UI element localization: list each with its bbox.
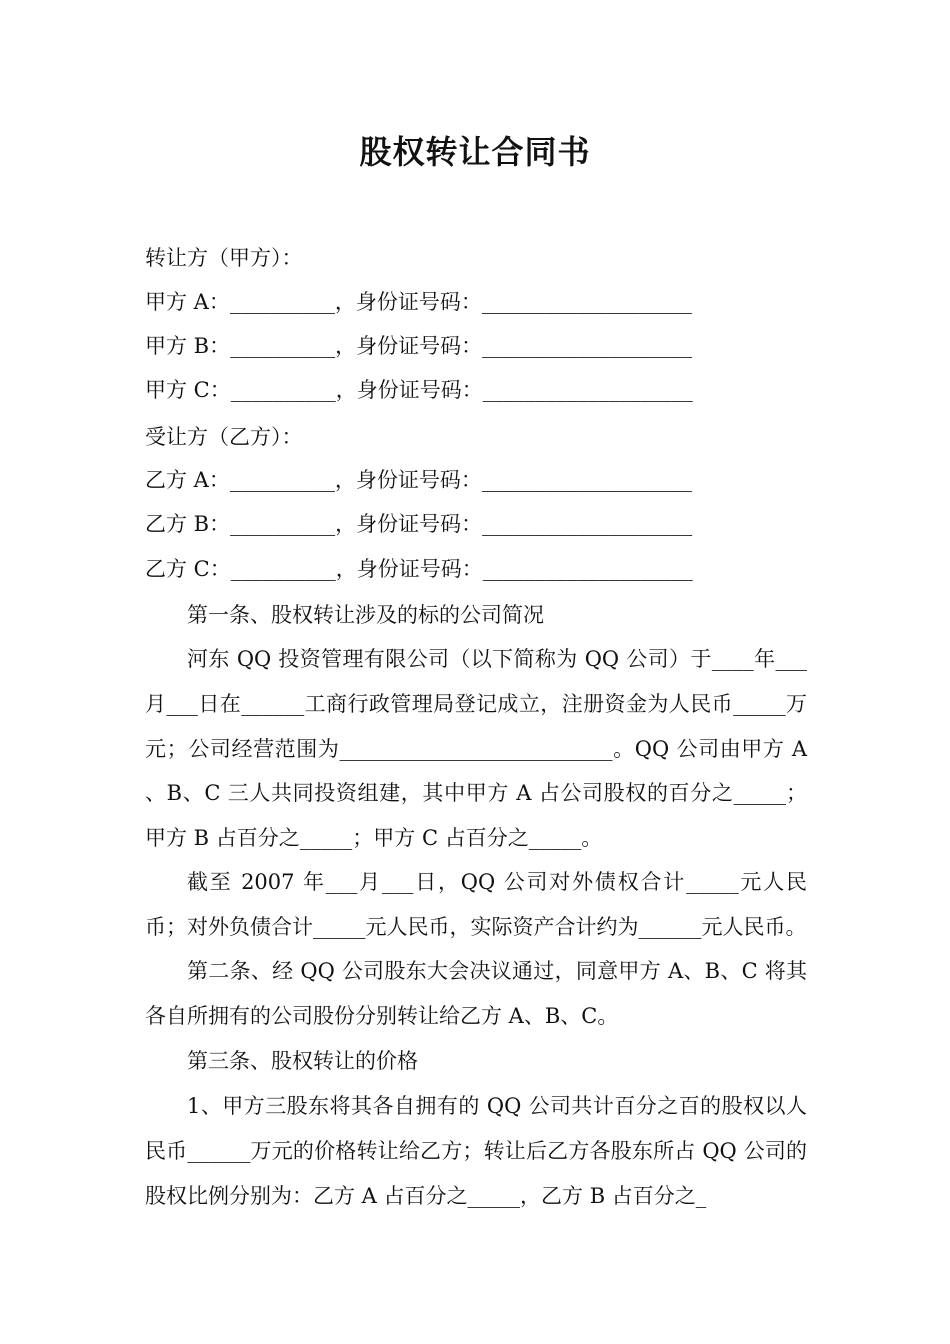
party-b-line-1: 乙方 A：__________，身份证号码：____________________ — [145, 468, 692, 492]
party-a-line-2: 甲方 B：__________，身份证号码：____________________ — [145, 334, 693, 358]
party-a-line-3: 甲方 C：__________，身份证号码：____________________ — [145, 378, 693, 402]
article-1-status: 截至 2007 年___月___日，QQ 公司对外债权合计_____元人民币；对外负债合计_____元人民币，实际资产合计约为______元人民币。 — [145, 870, 807, 939]
party-a-line-1: 甲方 A：__________，身份证号码：____________________ — [145, 290, 692, 314]
transferee-heading: 受让方（乙方）： — [145, 425, 303, 449]
document-title: 股权转让合同书 — [359, 133, 591, 171]
article-3-item-1: 1、甲方三股东将其各自拥有的 QQ 公司共计百分之百的股权以人民币______万元的价格转让给乙方；转让后乙方各股东所占 QQ 公司的股权比例分别为：乙方 A 占百分之_____，乙方 B 占百分之_ — [145, 1094, 807, 1208]
party-b-line-2: 乙方 B：__________，身份证号码：____________________ — [145, 512, 693, 536]
article-1-body: 河东 QQ 投资管理有限公司（以下简称为 QQ 公司）于____年___月___日在______工商行政管理局登记成立，注册资金为人民币_____万元；公司经营范围为__________________________。QQ 公司由甲方 A 、B、C 三人共同投资组建，其中甲方 A 占公司股权的百分之_____；甲方 B 占百分之_____；甲方 C 占百分之_____。 — [145, 647, 807, 851]
party-b-line-3: 乙方 C：__________，身份证号码：____________________ — [145, 557, 693, 581]
transferor-heading: 转让方（甲方）： — [145, 246, 303, 270]
article-1-heading: 第一条、股权转让涉及的标的公司简况 — [187, 603, 544, 627]
article-2: 第二条、经 QQ 公司股东大会决议通过，同意甲方 A、B、C 将其各自所拥有的公司股份分别转让给乙方 A、B、C。 — [145, 959, 807, 1028]
article-3-heading: 第三条、股权转让的价格 — [187, 1049, 418, 1073]
